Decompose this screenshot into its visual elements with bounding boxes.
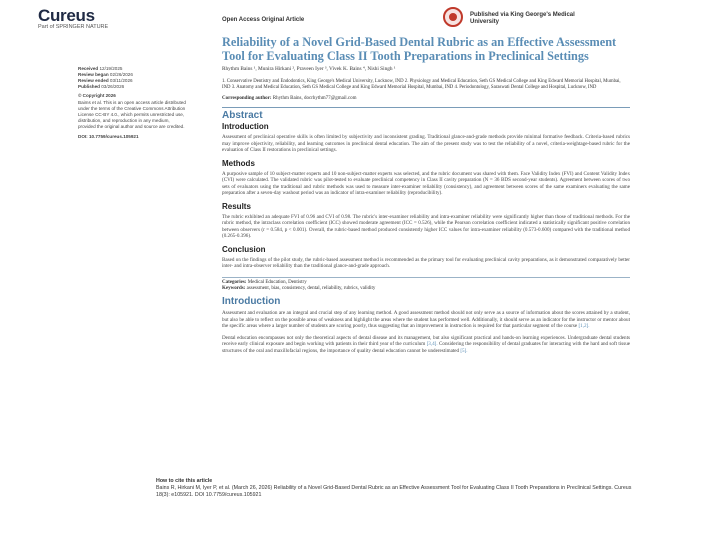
open-access-label: Open Access Original Article (222, 17, 305, 23)
corresponding-email[interactable]: Rhythm Bains, docrhythm77@gmail.com (272, 96, 357, 101)
abstract-results-heading: Results (222, 201, 251, 211)
license-text: Baims et al. This is an open access article distributed under the terms of the Creative Commons Attribution License CC-BY 4.0., which permits unrestricted use, distribution, and reproduction in any medium, provided the original author and source are credited. (78, 100, 186, 129)
citation-footer-title: How to cite this article (156, 478, 213, 484)
author-list: Rhythm Bains ¹, Munira Hirkani ², Praveen Iyer ³, Vivek K. Bains ⁴, Nishi Singh ¹ (222, 66, 396, 72)
citation-link[interactable]: [5]. (460, 347, 468, 354)
citation-footer-text: Bains R, Hirkani M, Iyer P, et al. (March 26, 2026) Reliability of a Novel Grid-Based Dental Rubric as an Effective Assessment Tool for Evaluating Class II Tooth Preparations in Preclinical Settings. Cureus 18(3): e105921. DOI 10.7759/cureus.105921 (156, 484, 632, 498)
affiliations: 1. Conservative Dentistry and Endodontics, King George's Medical University, Lucknow, IND 2. Physiology and Medical Education, Seth GS Medical College and King Edward Memorial Hospital, Mumbai, IND 3. Anatomy and Medical Education, Seth GS Medical College and King Edward Memorial Hospital, Mumbai, IND 4. Periodontology, Saraswati Dental College and Hospital, Lucknow, IND (222, 79, 621, 90)
review-began-row: Review began 02/26/2026 (78, 72, 133, 77)
copyright-title: © Copyright 2026 (78, 93, 116, 98)
introduction-heading: Introduction (222, 296, 281, 308)
abstract-methods-heading: Methods (222, 158, 255, 168)
meta-divider (222, 277, 630, 278)
categories: Categories: Medical Education, Dentistry (222, 279, 307, 285)
introduction-paragraph-1: Assessment and evaluation are an integral and crucial step of any learning method. A good assessment method should not only serve as a source of information about the scores attained by a student, but also be able to reflect on the possible areas of weakness and highlight the areas where the student has performed well. Additionally, it should serve as an indicator for the instructor or mentor about the specific areas where a larger number of students are scoring poorly, thus suggesting that an improvement in instruction is required for that particular segment of the course [1,2]. (222, 310, 630, 330)
citation-link[interactable]: [1,2]. (578, 323, 590, 330)
abstract-heading: Abstract (222, 110, 263, 121)
abstract-divider (222, 107, 630, 108)
introduction-paragraph-2: Dental education encompasses not only the theoretical aspects of dental disease and its management, but also significant practical and hands-on learning experiences. Undergraduate dental students receive early clinical exposure and begin working with patients in their third year of the curriculum [3,4]. Considering the responsibility of dental graduates for interacting with the hard and soft tissue structures of the oral and maxillofacial regions, the importance of quality dental education cannot be underestimated [5]. (222, 334, 631, 354)
logo-subtitle: Part of SPRINGER NATURE (38, 24, 109, 30)
review-ended-row: Review ended 03/11/2026 (78, 78, 133, 83)
abstract-methods-text: A purposive sample of 10 subject-matter experts and 10 non-subject-matter experts was selected, and the rubric document was shared with them. Face Validity Index (FVI) and Content Validity Index (CVI) were calculated. The validated rubric was pilot-tested to evaluate preclinical competency in Class II cavity preparation (N = 36 BDS second-year students). Agreement between scores of two sets of evaluators using the traditional and rubric methods was used to measure inter-examiner reliability (consistency), and agreement between scores of the same examiners evaluating the same preparation after a seven-day washout period was an indicator of intra-examiner reliability (reproducibility). (222, 170, 630, 196)
doi-text: DOI: 10.7759/cureus.105921 (78, 134, 139, 139)
abstract-results-text: The rubric exhibited an adequate FVI of 0.96 and CVI of 0.98. The rubric's inter-examiner reliability and intra-examiner reliability were significantly higher than those of traditional methods. For the rubric method, the intraclass correlation coefficient (ICC) showed moderate agreement (ICC = 0.526), while the Pearson correlation coefficient indicated a statistically significant positive correlation between observers (r = 0.584, p < 0.001). Overall, the rubric-based method produced consistently higher ICC values for intra-examiner reliability (0.573-0.600) compared with the traditional method (0.265-0.396). (222, 213, 630, 239)
citation-footer (156, 478, 636, 498)
abstract-introduction-heading: Introduction (222, 122, 269, 131)
citation-link[interactable]: [3,4]. (426, 341, 438, 348)
keywords: Keywords: assessment, bias, consistency, dental, reliability, rubrics, validity (222, 285, 376, 291)
corresponding-author: Corresponding author: Rhythm Bains, docrhythm77@gmail.com (222, 96, 357, 101)
abstract-introduction-text: Assessment of preclinical operative skills is often limited by subjectivity and inconsistent grading. Traditional glance-and-grade methods provide minimal formative feedback. Criteria-based rubrics may improve objectivity, reliability, and learning outcomes in preclinical dental education. The aim of the present study was to test the reliability of a novel, criteria-weightage-based rubric for the evaluation of Class II restorations in preclinical settings. (222, 134, 630, 153)
cureus-logo: Cureus (38, 6, 95, 25)
received-row: Received 12/19/2025 (78, 66, 123, 71)
abstract-conclusion-heading: Conclusion (222, 244, 266, 254)
published-via-label: Published via King George's Medical University (470, 12, 575, 25)
published-row: Published 03/26/2026 (78, 84, 125, 89)
article-title: Reliability of a Novel Grid-Based Dental Rubric as an Effective Assessment Tool for Evaluating Class II Tooth Preparations in Preclinical Settings (222, 35, 617, 63)
article-body (222, 36, 630, 354)
abstract-conclusion-text: Based on the findings of the pilot study, the rubric-based assessment method is recommended as the primary tool for evaluating preclinical cavity preparations, as it demonstrated comparatively better inter- and intra-observer reliability than the traditional glance-and-grade approach. (222, 256, 630, 269)
page-header (0, 0, 720, 34)
university-seal-icon (443, 7, 463, 27)
article-history-sidebar (78, 66, 188, 140)
